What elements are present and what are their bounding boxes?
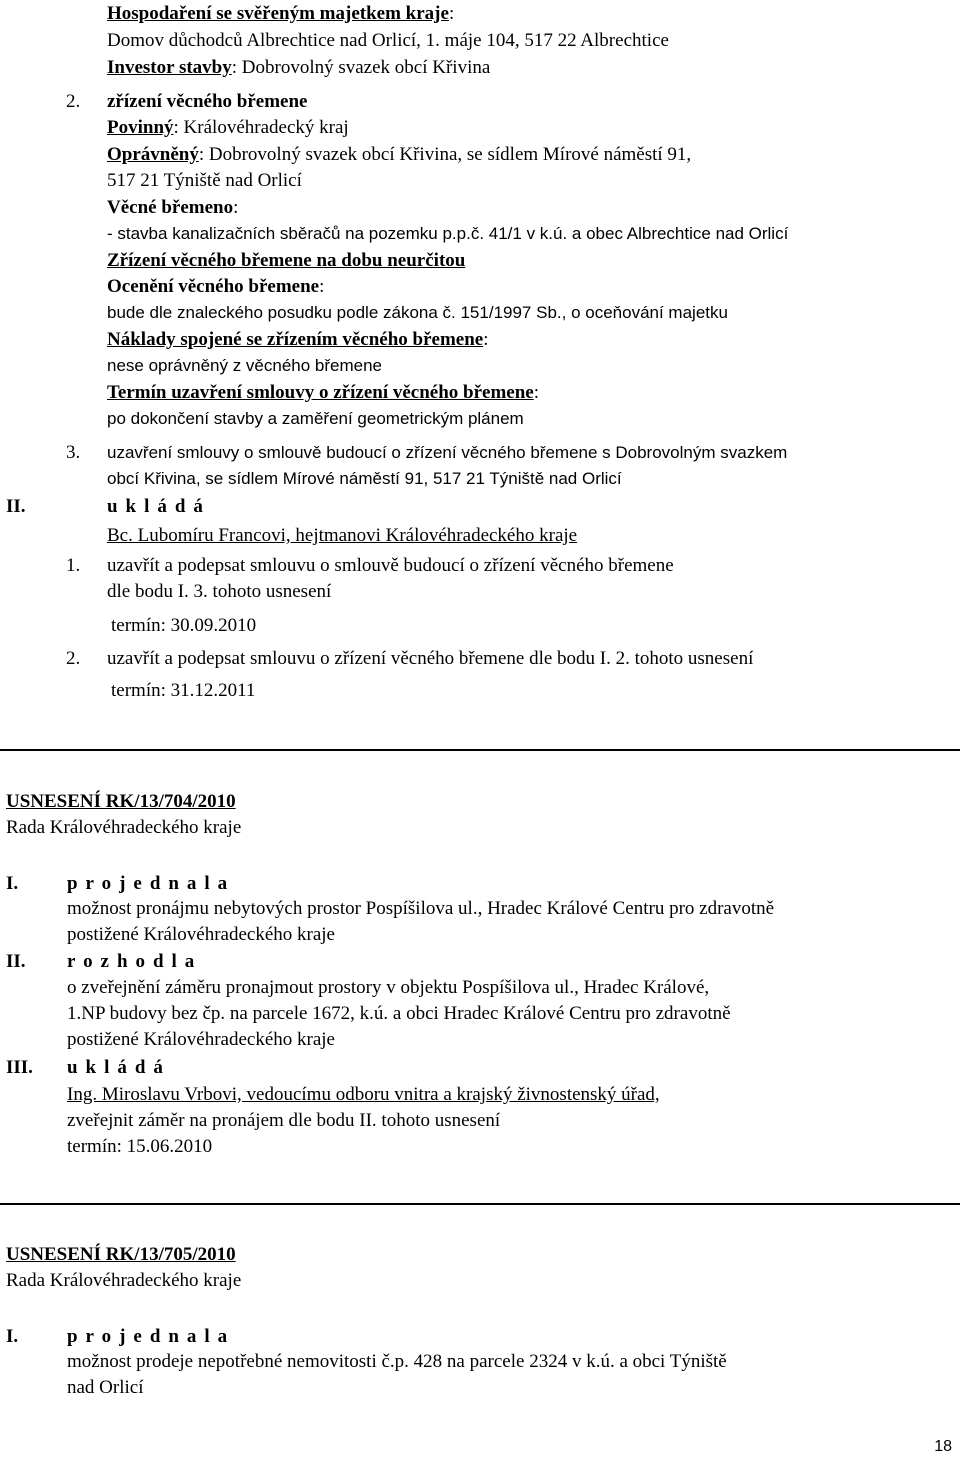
item-number: 1. xyxy=(66,555,81,576)
colon: : xyxy=(233,197,239,218)
valuation-label: Ocenění věcného břemene xyxy=(107,276,320,297)
responsible-person: Ing. Miroslavu Vrbovi, vedoucímu odboru vnitra a krajský živnostenský úřad, xyxy=(67,1084,660,1105)
roman-numeral: II. xyxy=(6,951,26,972)
easement-label: Věcné břemeno xyxy=(107,197,234,218)
entitled-address: 517 21 Týniště nad Orlicí xyxy=(107,170,302,191)
deadline: termín: 15.06.2010 xyxy=(67,1136,213,1157)
resolution-text: možnost prodeje nepotřebné nemovitosti č.p. 428 na parcele 2324 v k.ú. a obci Týniště xyxy=(67,1351,727,1372)
colon: : xyxy=(448,3,455,24)
colon: : xyxy=(319,276,325,297)
resolution-verb: ukládá xyxy=(67,1057,171,1078)
costs-label: Náklady spojené se zřízením věcného břemene xyxy=(107,329,484,350)
easement-duration: Zřízení věcného břemene na dobu neurčitou xyxy=(107,250,466,271)
resolution-verb: projednala xyxy=(67,1326,236,1347)
colon: : xyxy=(483,329,489,350)
obligor-value: : Královéhradecký kraj xyxy=(173,117,349,138)
roman-numeral: I. xyxy=(6,873,19,894)
deadline: termín: 30.09.2010 xyxy=(111,615,257,636)
deadline: termín: 31.12.2011 xyxy=(111,680,256,701)
resolution-verb: ukládá xyxy=(107,496,211,517)
obligor-label: Povinný xyxy=(107,117,174,138)
resolution-heading: USNESENÍ RK/13/704/2010 xyxy=(6,791,236,812)
roman-numeral: II. xyxy=(6,496,26,517)
resolution-text: postižené Královéhradeckého kraje xyxy=(67,1029,335,1050)
entitled-value: : Dobrovolný svazek obcí Křivina, se sídlem Mírové náměstí 91, xyxy=(198,144,692,165)
investor-line xyxy=(107,57,490,79)
roman-numeral: I. xyxy=(6,1326,19,1347)
responsible-person: Bc. Lubomíru Francovi, hejtmanovi Královéhradeckého kraje xyxy=(107,525,578,546)
resolution-text: nad Orlicí xyxy=(67,1377,144,1398)
easement-line xyxy=(107,197,238,219)
obligor-line xyxy=(107,117,349,139)
contract-term-label: Termín uzavření smlouvy o zřízení věcného břemene xyxy=(107,382,534,403)
resolution-subheading: Rada Královéhradeckého kraje xyxy=(6,1270,242,1291)
section-divider xyxy=(0,1203,960,1205)
entitled-label: Oprávněný xyxy=(107,144,199,165)
resolution-text: o zveřejnění záměru pronajmout prostory v objektu Pospíšilova ul., Hradec Králové, xyxy=(67,977,710,998)
item-number: 3. xyxy=(66,442,81,463)
easement-description: - stavba kanalizačních sběračů na pozemku p.p.č. 41/1 v k.ú. a obec Albrechtice nad Orlicí xyxy=(107,224,789,243)
resolution-text: zveřejnit záměr na pronájem dle bodu II. tohoto usnesení xyxy=(67,1110,501,1131)
resolution-text: 1.NP budovy bez čp. na parcele 1672, k.ú. a obci Hradec Králové Centru pro zdravotně xyxy=(67,1003,731,1024)
investor-label: Investor stavby xyxy=(107,57,232,78)
colon: : xyxy=(533,382,540,403)
property-management-label: Hospodaření se svěřeným majetkem kraje xyxy=(107,3,449,24)
property-management-line xyxy=(107,3,454,25)
item-text: uzavřít a podepsat smlouvu o smlouvě budoucí o zřízení věcného břemene xyxy=(107,555,674,576)
resolution-subheading: Rada Královéhradeckého kraje xyxy=(6,817,242,838)
item-text-cont: dle bodu I. 3. tohoto usnesení xyxy=(107,581,332,602)
item-number: 2. xyxy=(66,648,81,669)
item-text: uzavřít a podepsat smlouvu o zřízení věcného břemene dle bodu I. 2. tohoto usnesení xyxy=(107,648,754,669)
item-title: zřízení věcného břemene xyxy=(107,91,308,112)
entitled-line xyxy=(107,144,691,166)
investor-value: : Dobrovolný svazek obcí Křivina xyxy=(231,57,491,78)
costs-line xyxy=(107,329,489,351)
roman-numeral: III. xyxy=(6,1057,33,1078)
section-divider xyxy=(0,749,960,751)
address-line: Domov důchodců Albrechtice nad Orlicí, 1. máje 104, 517 22 Albrechtice xyxy=(107,30,669,51)
page-number: 18 xyxy=(934,1438,952,1455)
item-text-cont: obcí Křivina, se sídlem Mírové náměstí 91, 517 21 Týniště nad Orlicí xyxy=(107,469,622,488)
item-number: 2. xyxy=(66,91,81,112)
resolution-verb: rozhodla xyxy=(67,951,203,972)
contract-term-text: po dokončení stavby a zaměření geometrickým plánem xyxy=(107,409,524,428)
resolution-verb: projednala xyxy=(67,873,236,894)
valuation-text: bude dle znaleckého posudku podle zákona č. 151/1997 Sb., o oceňování majetku xyxy=(107,303,728,322)
costs-text: nese oprávněný z věcného břemene xyxy=(107,356,383,375)
resolution-heading: USNESENÍ RK/13/705/2010 xyxy=(6,1244,236,1265)
valuation-line xyxy=(107,276,324,298)
resolution-text: postižené Královéhradeckého kraje xyxy=(67,924,335,945)
contract-term-line xyxy=(107,382,539,404)
resolution-text: možnost pronájmu nebytových prostor Pospíšilova ul., Hradec Králové Centru pro zdravotně xyxy=(67,898,775,919)
item-text: uzavření smlouvy o smlouvě budoucí o zřízení věcného břemene s Dobrovolným svazkem xyxy=(107,443,788,462)
